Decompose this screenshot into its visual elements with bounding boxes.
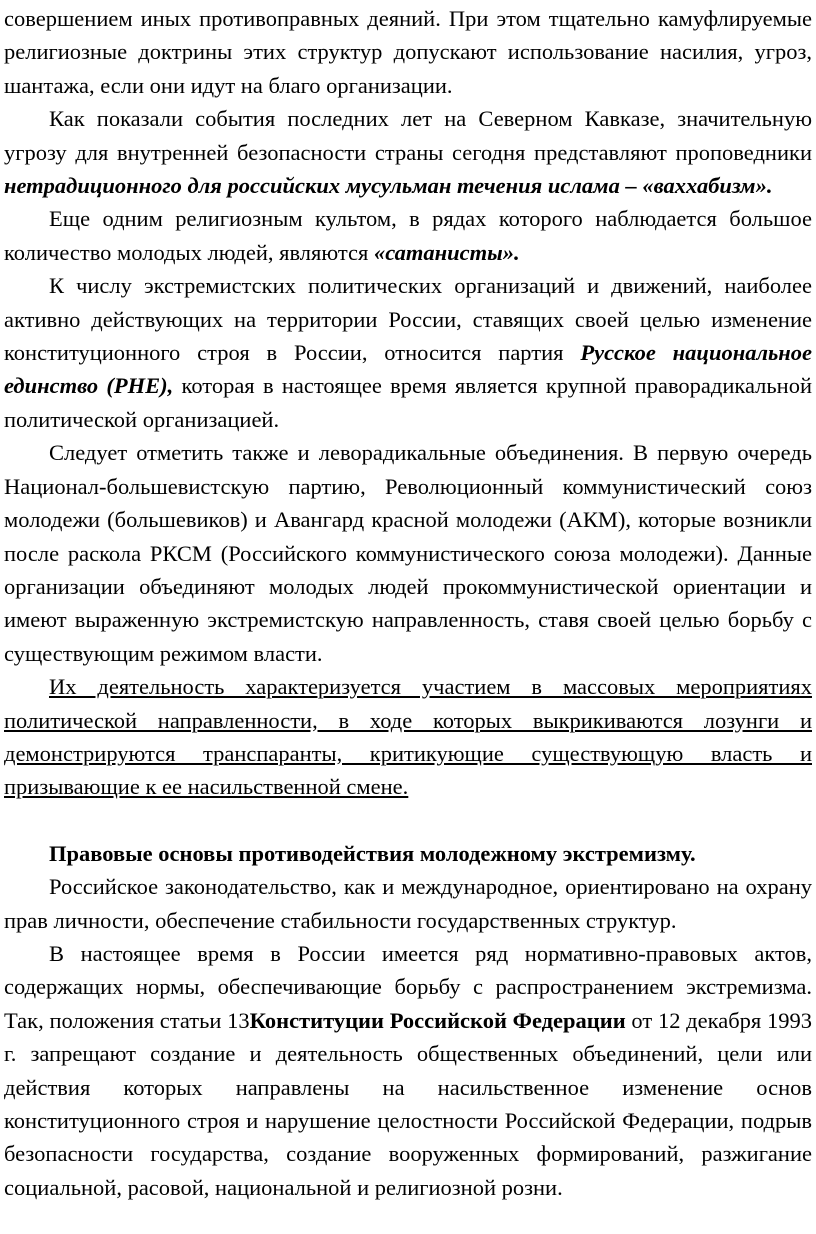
paragraph-text-tail: от 12 декабря 1993 г. запрещают создание и деятельность общественных объединений, цели или действия которых направлены на насильственное изменение основ конституционного строя и нарушение целостности Российской Федерации, подрыв безопасности государства, создание вооруженных формирований, разжигание социальной, расовой, национальной и религиозной розни. <box>4 1007 812 1200</box>
section-heading: Правовые основы противодействия молодежному экстремизму. <box>49 840 696 866</box>
paragraph-wahhabism <box>4 102 812 202</box>
emphasis-constitution: Конституции Российской Федерации <box>249 1007 626 1033</box>
paragraph-text: В настоящее время в России имеется ряд нормативно-правовых актов, содержащих нормы, обеспечивающие борьбу с распространением экстремизма. Так, положения статьи 13 <box>4 940 812 1033</box>
paragraph-satanists <box>4 202 812 269</box>
paragraph-text: Еще одним религиозным культом, в рядах которого наблюдается большое количество молодых людей, являются <box>4 206 812 265</box>
paragraph-constitution <box>4 937 812 1204</box>
paragraph-continuation: совершением иных противоправных деяний. При этом тщательно камуфлируемые религиозные доктрины этих структур допускают использование насилия, угроз, шантажа, если они идут на благо организации. <box>4 6 812 98</box>
paragraph-underlined-activity: Их деятельность характеризуется участием в массовых мероприятиях политической направленности, в ходе которых выкрикиваются лозунги и демонстрируются транспаранты, критикующие существующую власть и призывающие к ее насильственной смене. <box>4 674 812 800</box>
paragraph-text-tail: которая в настоящее время является крупной праворадикальной политической организацией. <box>4 373 813 432</box>
paragraph-rne <box>4 269 812 436</box>
emphasis-rne: Русское национальное единство (РНЕ), <box>4 340 813 399</box>
emphasis-wahhabism: нетрадиционного для российских мусульман течения ислама – «ваххабизм». <box>4 173 773 199</box>
paragraph-left-radical: Следует отметить также и леворадикальные объединения. В первую очередь Национал-большевистскую партию, Революционный коммунистический союз молодежи (большевиков) и Авангард красной молодежи (АКМ), которые возникли после раскола РКСМ (Российского коммунистического союза молодежи). Данные организации объединяют молодых людей прокоммунистической ориентации и имеют выраженную экстремистскую направленность, ставя своей целью борьбу с существующим режимом власти. <box>4 440 812 666</box>
paragraph-legislation: Российское законодательство, как и международное, ориентировано на охрану прав личности, обеспечение стабильности государственных структур. <box>4 874 812 933</box>
paragraph-text: К числу экстремистских политических организаций и движений, наиболее активно действующих на территории России, ставящих своей целью изменение конституционного строя в России, относится партия <box>4 273 812 366</box>
emphasis-satanists: «сатанисты». <box>373 239 520 265</box>
paragraph-text: Как показали события последних лет на Северном Кавказе, значительную угрозу для внутренней безопасности страны сегодня представляют проповедники <box>4 106 812 165</box>
